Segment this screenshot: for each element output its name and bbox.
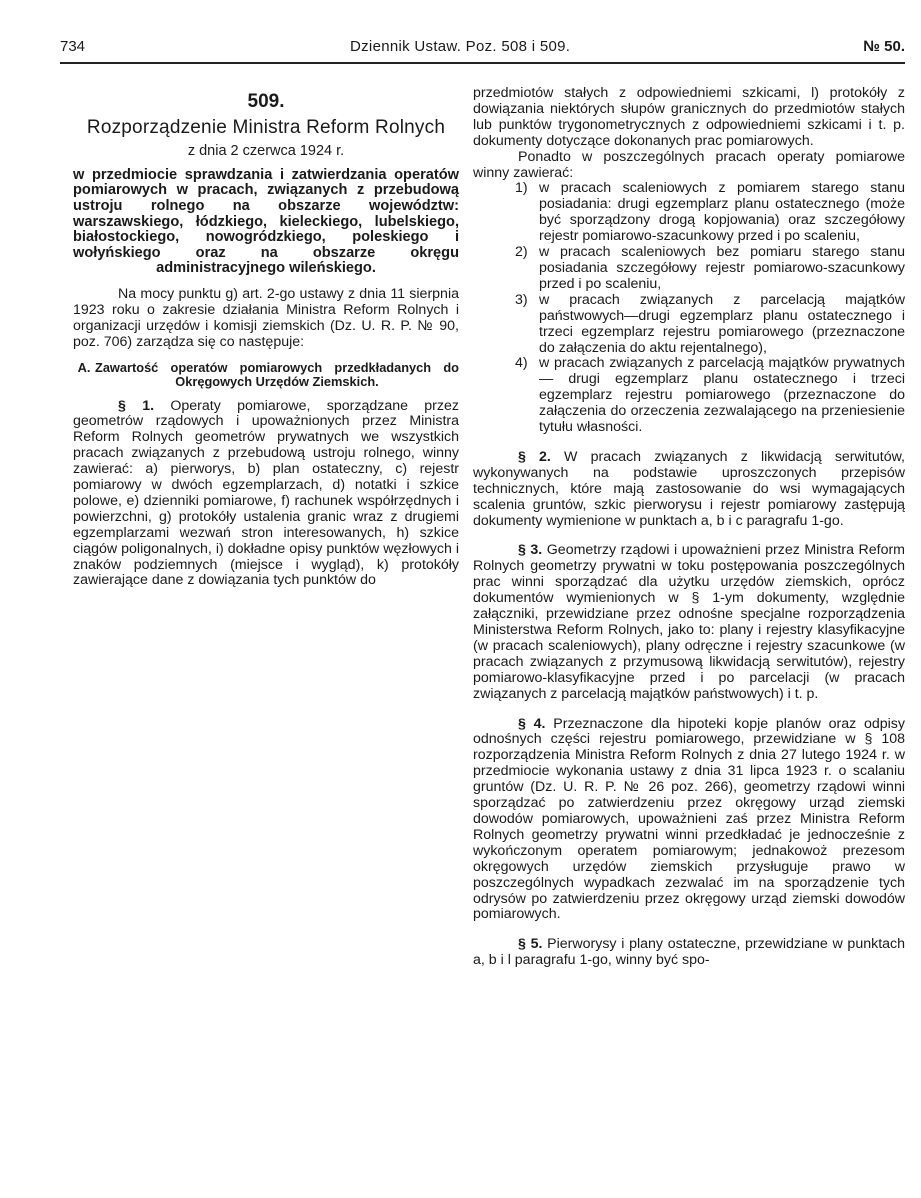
paragraph-label: § 4. xyxy=(518,715,546,732)
list-item xyxy=(473,245,905,293)
section-letter: A. xyxy=(77,359,91,375)
paragraph-label: § 1. xyxy=(118,397,155,414)
act-number: 509. xyxy=(247,91,285,112)
paragraph-1-continued: przedmiotów stałych z odpowiedniemi szkicami, l) protokóły z dowiązania niektórych słupów granicznych do przedmiotów stałych lub punktów trygonometrycznych z odpowiedniemi szkicami i t. p. dokumenty dotyczące dokonanych prac pomiarowych. xyxy=(473,85,905,149)
right-column xyxy=(473,86,905,969)
item-number: 1) xyxy=(515,180,528,197)
paragraph-text: Przeznaczone dla hipoteki kopje planów oraz odpisy odnośnych części rejestru pomiarowego, przewidziane w § 108 rozporządzenia Ministra Reform Rolnych z dnia 27 lutego 1924 r. w przedmiocie wykonania ustawy z dnia 31 lipca 1923 r. o scalaniu gruntów (Dz. U. R. P. № 26 poz. 266), geometrzy rządowi winni sporządzać po zatwierdzeniu przez okręgowy urząd ziemski dowodów pomiarowych, upoważnieni zaś przez Ministra Reform Rolnych geometrzy prywatni winni przedkładać je jednocześnie z wykończonym operatem pomiarowym; jednakowoż prezesom okręgowych urzędów ziemskich przysługuje prawo w poszczególnych wypadkach zezwalać im na sporządzenie tych odrysów po zatwierdzeniu przez okręgowy urząd ziemski dowodów pomiarowych. xyxy=(473,715,905,923)
paragraph-2 xyxy=(473,450,905,530)
item-number: 4) xyxy=(515,355,528,372)
act-date: z dnia 2 czerwca 1924 r. xyxy=(187,142,345,159)
item-text: w pracach związanych z parcelacją majątków państwowych—drugi egzemplarz planu ostatecznego i trzeci egzemplarz rejestru pomiarowego (przeznaczone do załączenia do aktu rejentalnego), xyxy=(539,291,905,356)
item-text: w pracach scaleniowych z pomiarem starego stanu posiadania: drugi egzemplarz planu ostatecznego (może być sporządzony drogą kopjowania) oraz szczegółowy rejestr pomiarowo-szacunkowy przed i po scaleniu, xyxy=(539,180,905,245)
paragraph-label: § 3. xyxy=(518,542,543,559)
paragraph-text: Geometrzy rządowi i upoważnieni przez Ministra Reform Rolnych geometrzy prywatni w toku postępowania poszczególnych prac winni sporządzać dla użytku urzędów ziemskich, oprócz dokumentów wymienionych w § 1-ym dokumenty, względnie załączniki, przewidziane przez odnośne specjalne rozporządzenia Ministerstwa Reform Rolnych, jako to: plany i rejestry klasyfikacyjne (w pracach scaleniowych), plany odręczne i rejestry szacunkowe (w pracach związanych z przymusową likwidacją serwitutów), rejestry pomiarowo-klasyfikacyjne przed i po parcelacji (w pracach związanych z parcelacją majątków państwowych) i t. p. xyxy=(473,542,905,702)
paragraph-label: § 2. xyxy=(518,448,551,465)
act-subject: w przedmiocie sprawdzania i zatwierdzania operatów pomiarowych w pracach, związanych z przebudową ustroju rolnego na obszarze województw: warszawskiego, łódzkiego, kieleckiego, lubelskiego, białostockiego, nowogródzkiego, poleskiego i wołyńskiego oraz na obszarze okręgu administracyjnego wileńskiego. xyxy=(73,166,459,277)
paragraph-1 xyxy=(73,399,459,590)
section-a-heading xyxy=(73,361,459,389)
section-title: Zawartość operatów pomiarowych przedkładanych do Okręgowych Urzędów Ziemskich. xyxy=(95,359,459,389)
paragraph-text: Operaty pomiarowe, sporządzane przez geometrów rządowych i upoważnionych przez Ministra Reform Rolnych geometrów prywatnych we wszystkich pracach związanych z przebudową ustroju rolnego, winny zawierać: a) pierworys, b) plan ostateczny, c) rejestr pomiarowy w dwóch egzemplarzach, d) notatki i szkice polowe, e) dzienniki pomiarowe, f) rachunek współrzędnych i powierzchni, g) protokóły ustalenia granic wraz z drugiemi egzemplarzami wezwań stron interesowanych, h) szkice ciągów poligonalnych, i) dokładne opisy punktów węzłowych i znaków podziemnych (miejsce i wygląd), k) protokóły zawierające dane z dowiązania tych punktów do xyxy=(73,397,459,589)
page-number: 734 xyxy=(60,38,86,55)
paragraph-label: § 5. xyxy=(518,936,543,953)
list-item xyxy=(473,356,905,436)
paragraph-4 xyxy=(473,717,905,924)
left-column xyxy=(73,88,459,589)
list-item xyxy=(473,181,905,245)
issue-number: № 50. xyxy=(863,38,905,55)
running-header xyxy=(60,38,905,60)
paragraph-3 xyxy=(473,543,905,702)
list-item xyxy=(473,293,905,357)
preamble: Na mocy punktu g) art. 2-go ustawy z dnia 11 sierpnia 1923 roku o zakresie działania Ministra Reform Rolnych i organizacji urzędów i komisji ziemskich (Dz. U. R. P. № 90, poz. 706) zarządza się co następuje: xyxy=(73,285,459,350)
act-title: Rozporządzenie Ministra Reform Rolnych xyxy=(86,116,446,138)
item-number: 2) xyxy=(515,244,528,261)
paragraph-1-more: Ponadto w poszczególnych pracach operaty pomiarowe winny zawierać: xyxy=(473,148,905,181)
paragraph-5 xyxy=(473,937,905,969)
item-text: w pracach związanych z parcelacją majątków prywatnych — drugi egzemplarz planu ostatecznego i trzeci egzemplarz rejestru pomiarowego (przeznaczone do załączenia do orzeczenia zezwalającego na przeniesienie tytułu własności. xyxy=(539,355,905,436)
publication-reference: Dziennik Ustaw. Poz. 508 i 509. xyxy=(350,38,571,55)
item-text: w pracach scaleniowych bez pomiaru starego stanu posiadania szczegółowy rejestr pomiarowo-szacunkowy przed i po scaleniu, xyxy=(539,244,905,292)
header-rule xyxy=(60,62,905,64)
paragraph-text: W pracach związanych z likwidacją serwitutów, wykonywanych na podstawie uproszczonych przepisów technicznych, które mają zastosowanie do wsi wymagających scalenia gruntów, szkic pierworysu i rejestr pomiarowy zastępują dokumenty wymienione w punktach a, b i c paragrafu 1-go. xyxy=(473,448,905,529)
paragraph-text: Pierworysy i plany ostateczne, przewidziane w punktach a, b i l paragrafu 1-go, winny być spo- xyxy=(473,936,906,969)
item-number: 3) xyxy=(515,291,528,308)
